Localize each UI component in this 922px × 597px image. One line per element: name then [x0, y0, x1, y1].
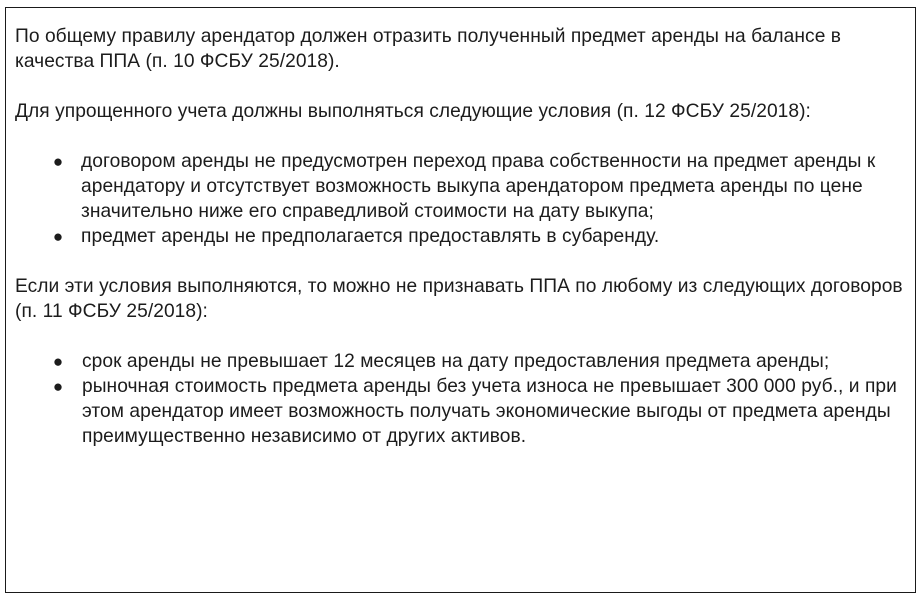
- list-item: [15, 374, 910, 449]
- bullet-icon: ●: [52, 352, 64, 371]
- list-item-text: предмет аренды не предполагается предоставлять в субаренду.: [81, 226, 660, 247]
- paragraph-simplified-conditions: Для упрощенного учета должны выполняться следующие условия (п. 12 ФСБУ 25/2018):: [15, 101, 811, 122]
- document-frame: [5, 7, 916, 593]
- list-item-text: договором аренды не предусмотрен переход права собственности на предмет аренды к арендатору и отсутствует возможность выкупа арендатором предмета аренды по цене значительно ниже его справедливой стоимости на дату выкупа;: [81, 151, 876, 222]
- bullet-icon: ●: [52, 377, 64, 396]
- conditions-list: [15, 149, 910, 249]
- list-item: [15, 349, 910, 374]
- paragraph-exemptions: Если эти условия выполняются, то можно не признавать ППА по любому из следующих договоров (п. 11 ФСБУ 25/2018):: [15, 276, 903, 322]
- bullet-icon: ●: [52, 152, 64, 171]
- document-body: [15, 24, 910, 474]
- list-item: [15, 149, 910, 224]
- paragraph-general-rule: По общему правилу арендатор должен отразить полученный предмет аренды на балансе в качества ППА (п. 10 ФСБУ 25/2018).: [15, 26, 842, 72]
- bullet-icon: ●: [52, 227, 64, 246]
- list-item: [15, 224, 910, 249]
- list-item-text: рыночная стоимость предмета аренды без учета износа не превышает 300 000 руб., и при этом арендатор имеет возможность получать экономические выгоды от предмета аренды преимущественно независимо от других активов.: [82, 376, 897, 447]
- exemptions-list: [15, 349, 910, 449]
- list-item-text: срок аренды не превышает 12 месяцев на дату предоставления предмета аренды;: [82, 351, 830, 372]
